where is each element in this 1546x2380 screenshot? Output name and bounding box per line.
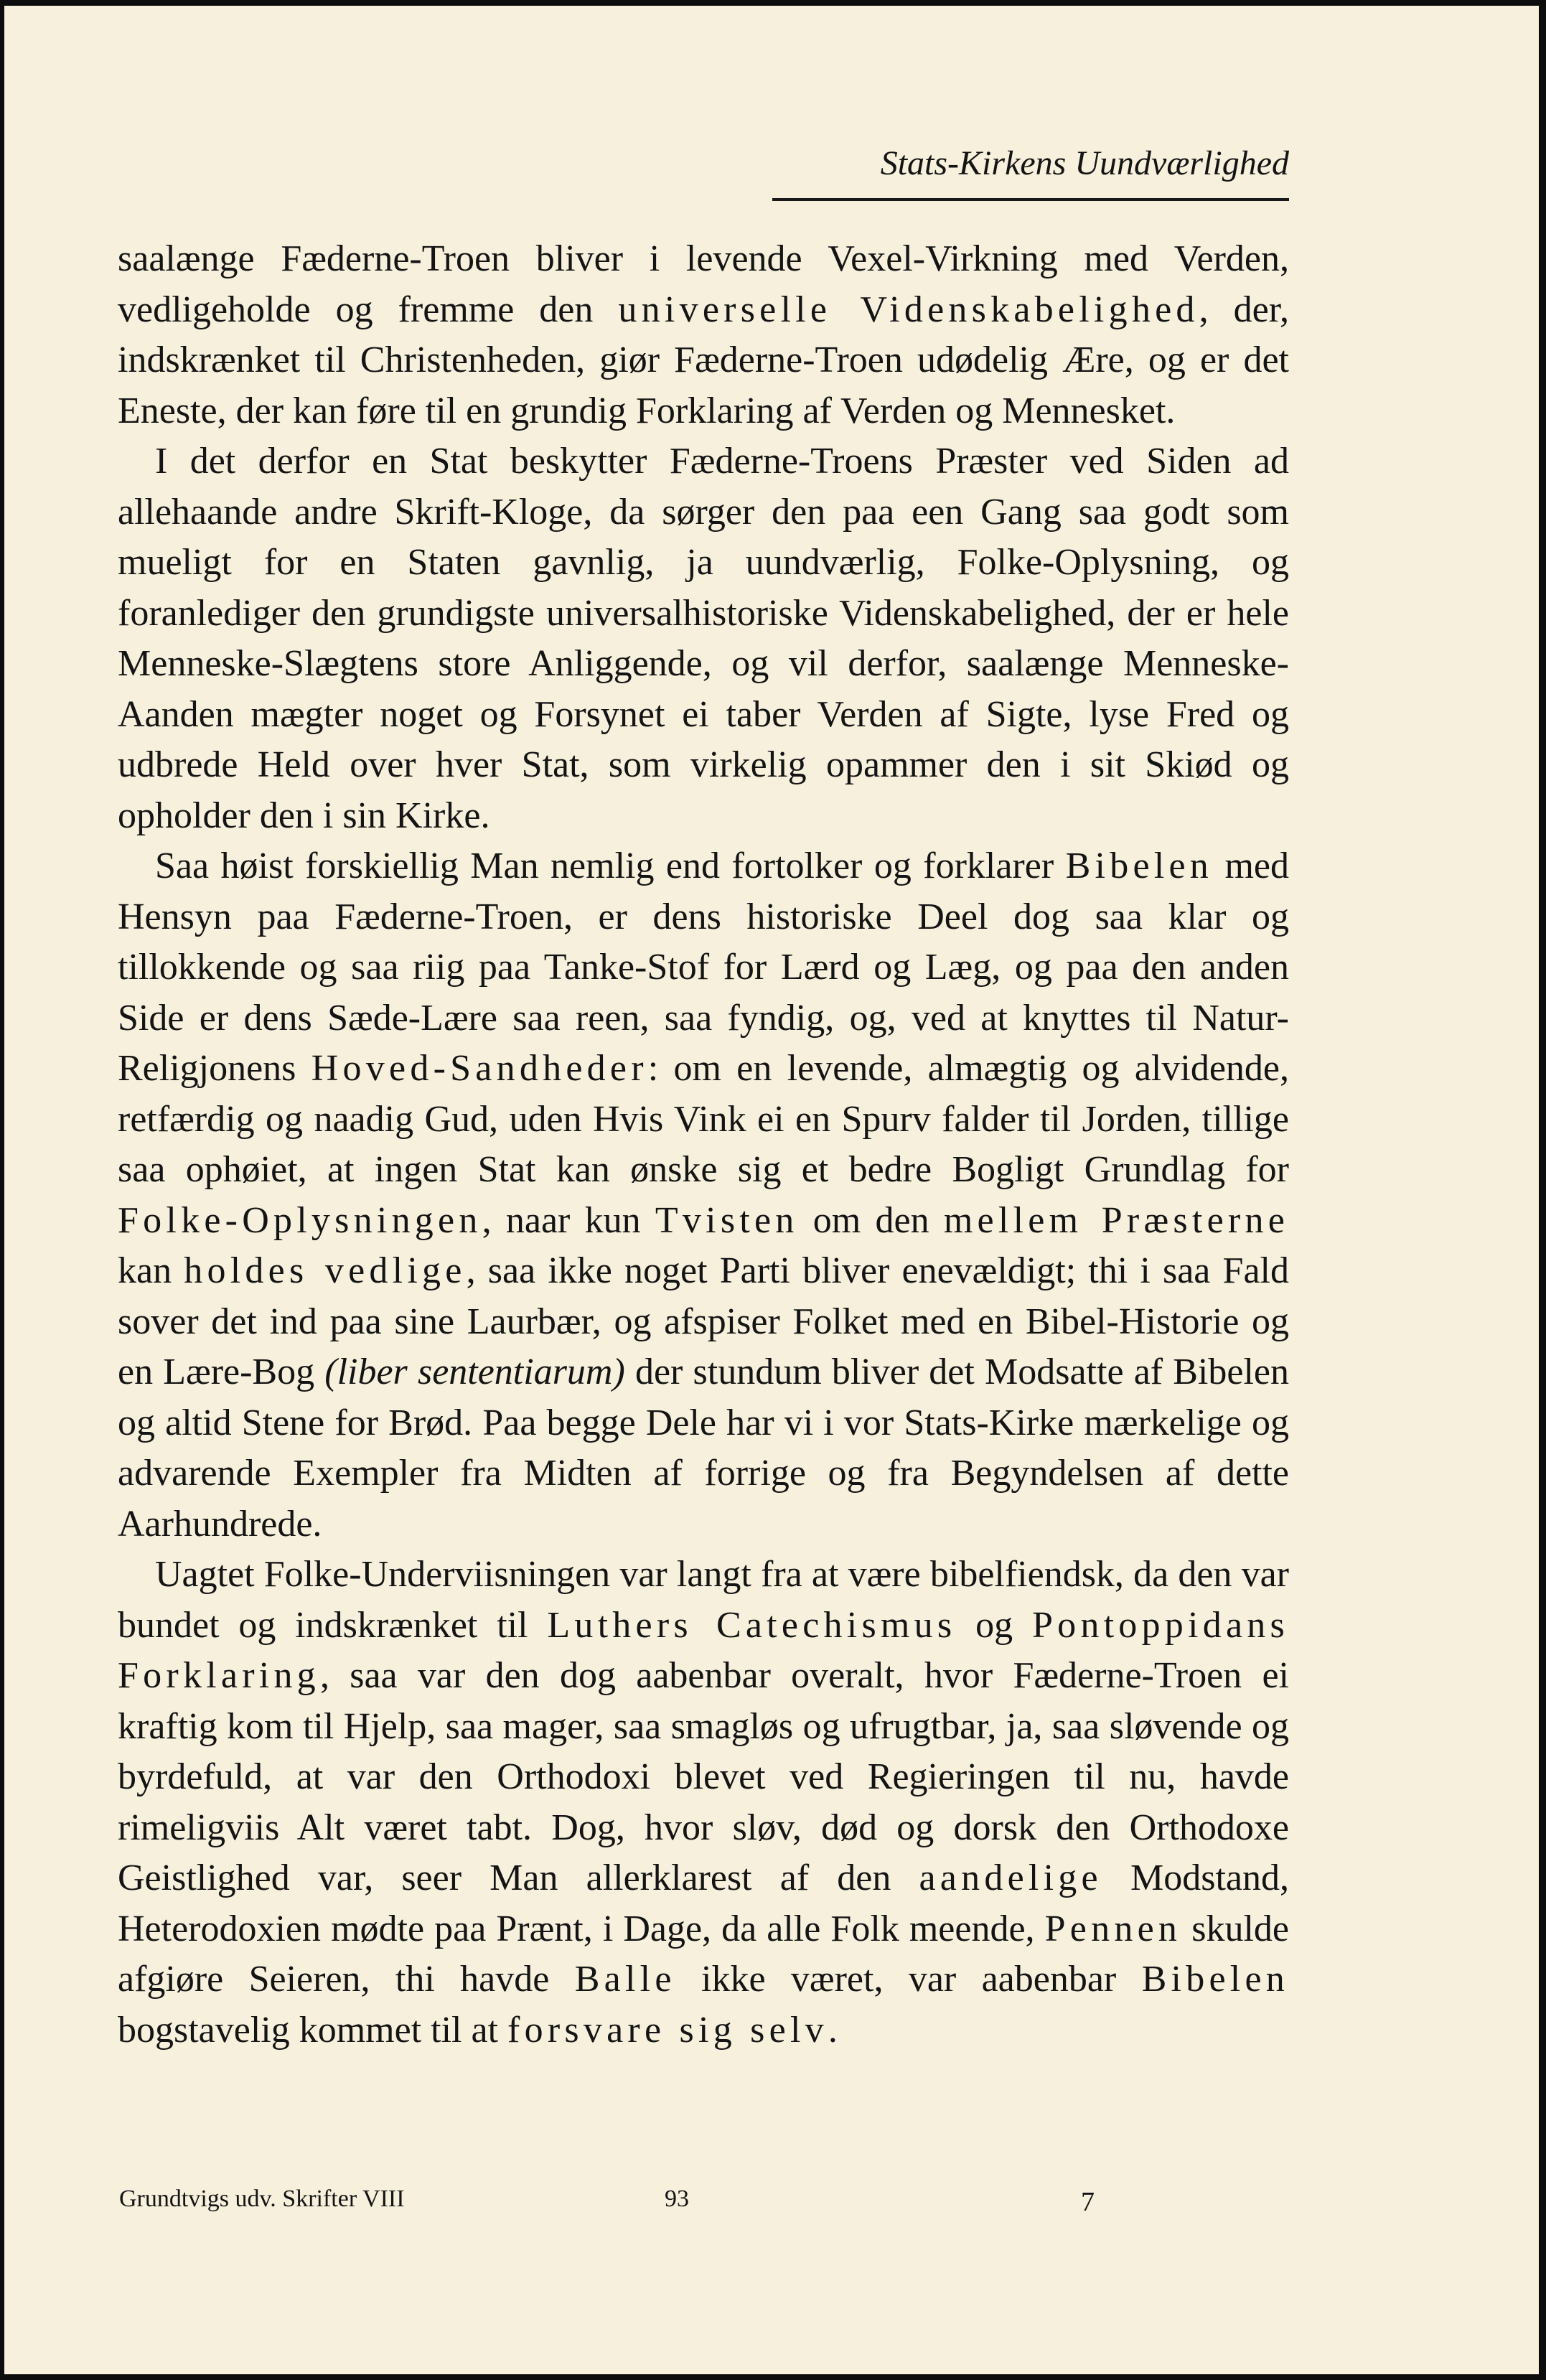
text-run: I det derfor en Stat beskytter Fæderne-Troens Præster ved Siden ad allehaande andre Skrift-Kloge, da sørger den paa een Gang saa godt som mueligt for en Staten gavnlig, ja uundværlig, Folke-Oplysning, og foranlediger den grundigste universalhistoriske Videnskabelighed, der er hele Menneske-Slægtens store Anliggende, og vil derfor, saalænge Menneske-Aanden mægter noget og Forsynet ei taber Verden af Sigte, lyse Fred og udbrede Held over hver Stat, som virkelig opammer den i sit Skiød og opholder den i sin Kirke.	[118, 441, 1289, 836]
italic-phrase: (liber sententiarum)	[324, 1351, 625, 1392]
text-run: og	[956, 1604, 1032, 1646]
paragraph-1	[118, 234, 1289, 436]
paragraph-3	[118, 841, 1289, 1550]
text-run: , saa var den dog aabenbar overalt, hvor Fæderne-Troen ei kraftig kom til Hjelp, saa mager, saa smagløs og ufrugtbar, ja, saa sløvende og byrdefuld, at var den Orthodoxi blevet ved Regieringen til nu, havde rimeligviis Alt været tabt. Dog, hvor sløv, død og dorsk den Orthodoxe Geistlighed var, seer Man allerklarest af den	[118, 1655, 1289, 1898]
page-footer	[119, 2178, 1289, 2221]
text-run: : om en levende, almægtig og alvidende, retfærdig og naadig Gud, uden Hvis Vink ei en Spurv falder til Jorden, tillige saa ophøiet, at ingen Stat kan ønske sig et bedre Bogligt Grundlag for	[118, 1048, 1289, 1190]
spaced-emphasis: universelle Videnskabelighed	[618, 289, 1199, 330]
text-run: kan	[118, 1250, 184, 1291]
text-run: , naar kun	[482, 1199, 655, 1241]
text-run: .	[828, 2009, 838, 2051]
text-run: om den	[798, 1199, 944, 1241]
body-text	[118, 234, 1289, 2056]
text-run: bogstavelig kommet til at	[118, 2009, 508, 2051]
text-run: Uagtet Folke-Underviisningen var langt fra at være bibelfiendsk, da den var bundet og indskrænket til	[118, 1554, 1289, 1646]
spaced-emphasis: holdes vedlige	[184, 1250, 467, 1291]
text-run: skulde afgiøre Seieren, thi havde	[118, 1908, 1289, 2000]
text-run: der stundum bliver det Modsatte af Bibelen og altid Stene for Brød. Paa begge Dele har vi i vor Stats-Kirke mærkelige og advarende Exempler fra Midten af forrige og fra Begyndelsen af dette Aarhundrede.	[118, 1351, 1289, 1545]
spaced-emphasis: Luthers Catechismus	[547, 1604, 957, 1646]
spaced-emphasis: Tvisten	[655, 1199, 799, 1241]
text-run: saalænge Fæderne-Troen bliver i levende Vexel-Virkning med Verden, vedligeholde og fremme den	[118, 238, 1289, 330]
spaced-emphasis: Bibelen	[1141, 1959, 1290, 2000]
series-title: Grundtvigs udv. Skrifter VIII	[119, 2185, 405, 2212]
spaced-emphasis: Hoved-Sandheder	[311, 1048, 648, 1089]
paragraph-2	[118, 436, 1289, 841]
spaced-emphasis: aandelige	[919, 1857, 1102, 1898]
spaced-emphasis: Folke-Oplysningen	[118, 1199, 482, 1241]
spaced-emphasis: mellem Præsterne	[943, 1199, 1290, 1241]
text-run: med Hensyn paa Fæderne-Troen, er dens historiske Deel dog saa klar og tillokkende og saa riig paa Tanke-Stof for Lærd og Læg, og paa den anden Side er dens Sæde-Lære saa reen, saa fyndig, og, ved at knyttes til Natur-Religjonens	[118, 845, 1289, 1089]
spaced-emphasis: Pontoppidans Forklaring	[118, 1604, 1289, 1696]
book-page	[4, 6, 1539, 2374]
text-run: Modstand, Heterodoxien mødte paa Prænt, i Dage, da alle Folk meende,	[118, 1857, 1289, 1949]
page-number: 93	[665, 2185, 689, 2212]
header-rule	[772, 198, 1289, 201]
paragraph-4	[118, 1550, 1289, 2056]
signature-mark: 7	[1081, 2187, 1095, 2217]
spaced-emphasis: Pennen	[1044, 1908, 1182, 1949]
spaced-emphasis: forsvare sig selv	[507, 2009, 828, 2051]
running-head: Stats-Kirkens Uundværlighed	[880, 144, 1289, 182]
text-run: Saa høist forskiellig Man nemlig end fortolker og forklarer	[155, 845, 1066, 886]
text-run: , saa ikke noget Parti bliver enevældigt; thi i saa Fald sover det ind paa sine Laurbær, og afspiser Folket med en Bibel-Historie og en Lære-Bog	[118, 1250, 1289, 1392]
text-run: , der, indskrænket til Christenheden, giør Fæderne-Troen udødelig Ære, og er det Eneste, der kan føre til en grundig Forklaring af Verden og Mennesket.	[118, 289, 1289, 431]
spaced-emphasis: Balle	[574, 1959, 676, 2000]
text-run: ikke været, var aabenbar	[675, 1959, 1142, 2000]
spaced-emphasis: Bibelen	[1065, 845, 1214, 886]
